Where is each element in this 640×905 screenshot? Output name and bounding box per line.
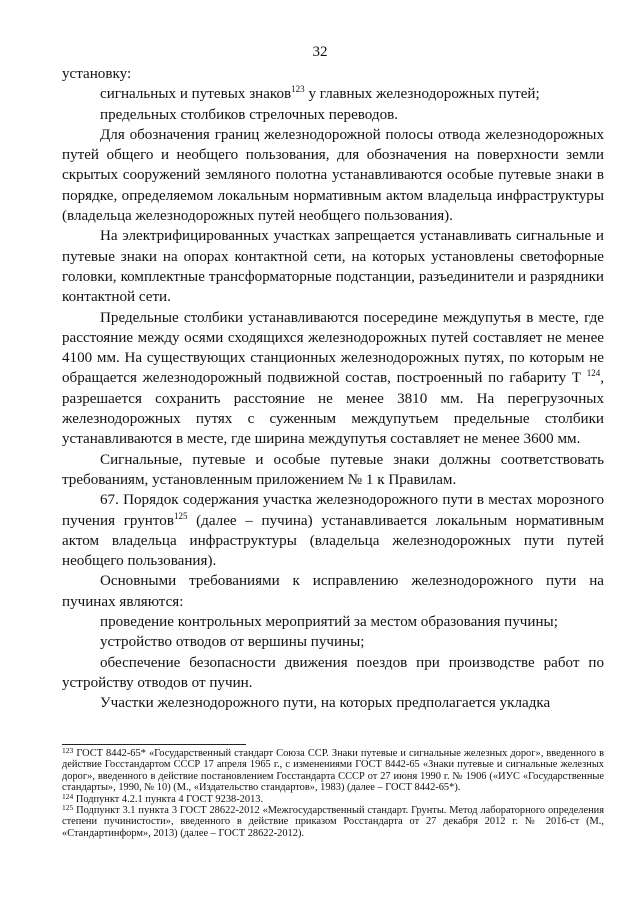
footnote: $^{124}$ Подпункт 4.2.1 пункта 4 ГОСТ 9238-2013. (62, 791, 264, 805)
footnote-ref: 125 (173, 510, 188, 521)
paragraph: предельных столбиков стрелочных переводов. (100, 106, 399, 123)
paragraph: проведение контрольных мероприятий за местом образования пучины; (100, 614, 558, 631)
paragraph: установку: (62, 66, 132, 82)
body-text (62, 64, 604, 714)
paragraph: сигнальных и путевых знаков$^{123}$ у главных железнодорожных путей; (100, 84, 540, 103)
paragraph: Предельные столбики устанавливаются посередине междупутья в месте, где расстояние между осями сходящихся железнодорожных путей составляет не менее 4100 мм. На существующих станционных железнодорожных путях, по которым не обращается железнодорожный подвижной состав, построенный по габариту Т $^{124}$, разрешается сохранить расстояние не менее 3810 мм. На перегрузочных железнодорожных путях с суженным междупутьем предельные столбики устанавливаются в месте, где ширина междупутья составляет не менее 3600 мм. (62, 309, 604, 448)
paragraph: обеспечение безопасности движения поездов при производстве работ по устройству отводов от пучин. (62, 654, 604, 691)
footnotes (62, 748, 604, 839)
footnote: $^{123}$ ГОСТ 8442-65* «Государственный стандарт Союза ССР. Знаки путевые и сигнальные железных дорог», введенного в действие Госстандартом СССР 17 апреля 1965 г., с изменениями ГОСТ 8442-65 «Знаки путевые и сигнальные железных дорог», введенного в действие постановлением Госстандарта СССР от 27 июня 1990 г. № 1906 («ИУС «Государственные стандарты», 1990, № 10) (М., «Издательство стандартов», 1983) (далее – ГОСТ 8442-65*). (62, 746, 604, 794)
paragraph: Участки железнодорожного пути, на которых предполагается укладка (100, 695, 551, 712)
paragraph: устройство отводов от вершины пучины; (100, 634, 365, 651)
footnote-mark: 125 (62, 803, 74, 813)
paragraph: На электрифицированных участках запрещается устанавливать сигнальные и путевые знаки на опорах контактной сети, на которых установлены светофорные головки, комплектные трансформаторные подстанции, разъединители и разрядники контактной сети. (62, 228, 604, 306)
paragraph: Для обозначения границ железнодорожной полосы отвода железнодорожных путей общего и необщего пользования, для обозначения на поверхности земли скрытых сооружений земляного полотна устанавливаются особые путевые знаки в порядке, определяемом локальным нормативным актом владельца инфраструктуры (владельца железнодорожных путей необщего пользования). (62, 126, 604, 225)
footnote-ref: 123 (291, 84, 305, 95)
footnote-divider (62, 744, 246, 745)
footnote: $^{125}$ Подпункт 3.1 пункта 3 ГОСТ 28622-2012 «Межгосударственный стандарт. Грунты. Метод лабораторного определения степени пучинистости», введенного в действие приказом Росстандарта от 27 декабря 2012 г. № 2016-ст (М., «Стандартинформ», 2013) (далее – ГОСТ 28622-2012). (62, 803, 604, 839)
paragraph: Сигнальные, путевые и особые путевые знаки должны соответствовать требованиям, установленным приложением № 1 к Правилам. (62, 451, 604, 488)
paragraph: 67. Порядок содержания участка железнодорожного пути в местах морозного пучения грунтов$^{125}$ (далее – пучина) устанавливается локальным нормативным актом владельца инфраструктуры (владельца железнодорожных пути путей необщего пользования). (62, 492, 604, 570)
footnote-mark: 124 (62, 791, 74, 801)
paragraph: Основными требованиями к исправлению железнодорожного пути на пучинах являются: (62, 573, 604, 610)
footnote-ref: 124 (586, 368, 601, 379)
footnote-mark: 123 (62, 746, 74, 755)
page-number: 32 (312, 44, 328, 60)
